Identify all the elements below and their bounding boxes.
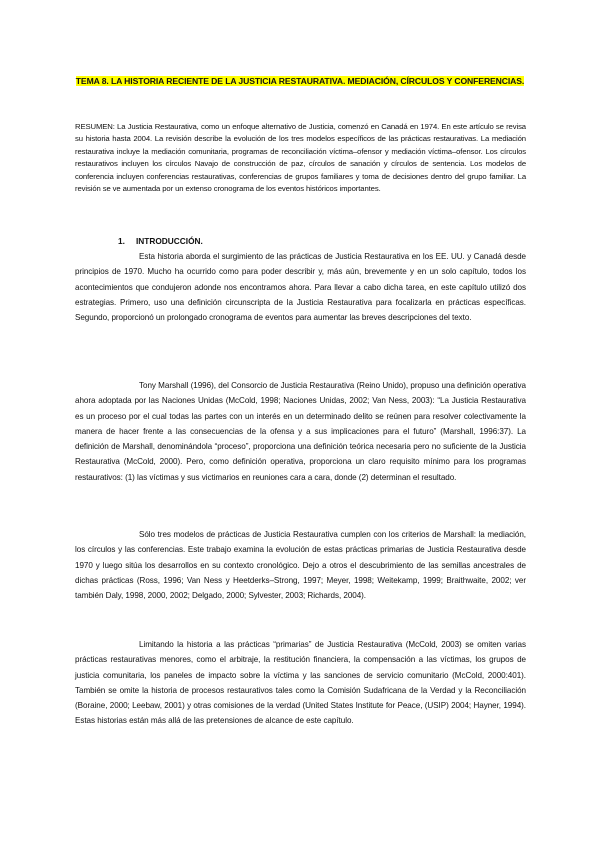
section-title: INTRODUCCIÓN. [136, 236, 203, 246]
paragraph: Tony Marshall (1996), del Consorcio de Justicia Restaurativa (Reino Unido), propuso una definición operativa ahora adoptada por las Naciones Unidas (McCold, 1998; Naciones Unidas, 2002; Van Ness, 2003): “La Justicia Restaurativa es un proceso por el cual todas las partes con un interés en un determinado delito se reúnen para resolver colectivamente la manera de hacer frente a las consecuencias de la ofensa y a sus implicaciones para el futuro” (Marshall, 1996:37). La definición de Marshall, denominándola “proceso”, proporciona una definición teórica necesaria pero no suficiente de la Justicia Restaurativa (McCold, 2000). Pero, como definición operativa, proporciona un claro requisito mínimo para los programas restaurativos: (1) las víctimas y sus victimarios en reuniones cara a cara, donde (2) determinan el resultado. [75, 381, 526, 482]
section-number: 1. [118, 236, 125, 246]
abstract: RESUMEN: La Justicia Restaurativa, como un enfoque alternativo de Justicia, comenzó en Canadá en 1974. En este artículo se revisa su historia hasta 2004. La revisión describe la evolución de los tres modelos específicos de las prácticas restaurativas. La mediación restaurativa incluye la mediación comunitaria, programas de reconciliación víctima–ofensor y mediación víctima–ofensor. Los círculos restaurativos incluyen los círculos Navajo de construcción de paz, círculos de sanación y círculos de sentencia. Los modelos de conferencia incluyen conferencias restaurativas, conferencias de grupos familiares y toma de decisiones dentro del grupo familiar. La revisión se ve aumentada por un extenso cronograma de los eventos históricos importantes. [75, 122, 526, 194]
document-title: TEMA 8. LA HISTORIA RECIENTE DE LA JUSTICIA RESTAURATIVA. MEDIACIÓN, CÍRCULOS Y CONFERENCIAS. [75, 76, 525, 86]
paragraph: Sólo tres modelos de prácticas de Justicia Restaurativa cumplen con los criterios de Marshall: la mediación, los círculos y las conferencias. Este trabajo examina la evolución de estas prácticas primarias de Justicia Restaurativa desde 1970 y luego sitúa los desarrollos en su contexto cronológico. Dejo a otros el descubrimiento de las semillas ancestrales de dichas prácticas (Ross, 1996; Van Ness y Heetderks–Strong, 1997; Meyer, 1998; Weitekamp, 1999; Braithwaite, 2002; ver también Daly, 1998, 2000, 2002; Delgado, 2000; Sylvester, 2003; Richards, 2004). [75, 530, 526, 601]
paragraph: Limitando la historia a las prácticas “primarias” de Justicia Restaurativa (McCold, 2003) se omiten varias prácticas restaurativas menores, como el arbitraje, la restitución financiera, la compensación a las víctimas, los grupos de justicia comunitaria, los paneles de impacto sobre la víctima y las sanciones de servicio comunitario (McCold, 2000:401). También se omite la historia de procesos restaurativos tales como la Comisión Sudafricana de la Verdad y la Reconciliación (Boraine, 2000; Leebaw, 2001) y otras comisiones de la verdad (United States Institute for Peace, (USIP) 2004; Hayner, 1994). Estas historias están más allá de las pretensiones de alcance de este capítulo. [75, 640, 526, 726]
section-heading [118, 236, 203, 246]
paragraph: Esta historia aborda el surgimiento de las prácticas de Justicia Restaurativa en los EE. UU. y Canadá desde principios de 1970. Mucho ha ocurrido como para poder describir y, más aún, brevemente y en un solo capítulo, todos los acontecimientos que condujeron adonde nos encontramos ahora. Para llevar a cabo dicha tarea, en este capítulo utilizó dos estrategias. Primero, uso una definición circunscripta de la Justicia Restaurativa para focalizarla en prácticas específicas. Segundo, proporcionó un prolongado cronograma de eventos para aumentar las breves descripciones del texto. [75, 252, 526, 323]
title-block [70, 71, 530, 89]
